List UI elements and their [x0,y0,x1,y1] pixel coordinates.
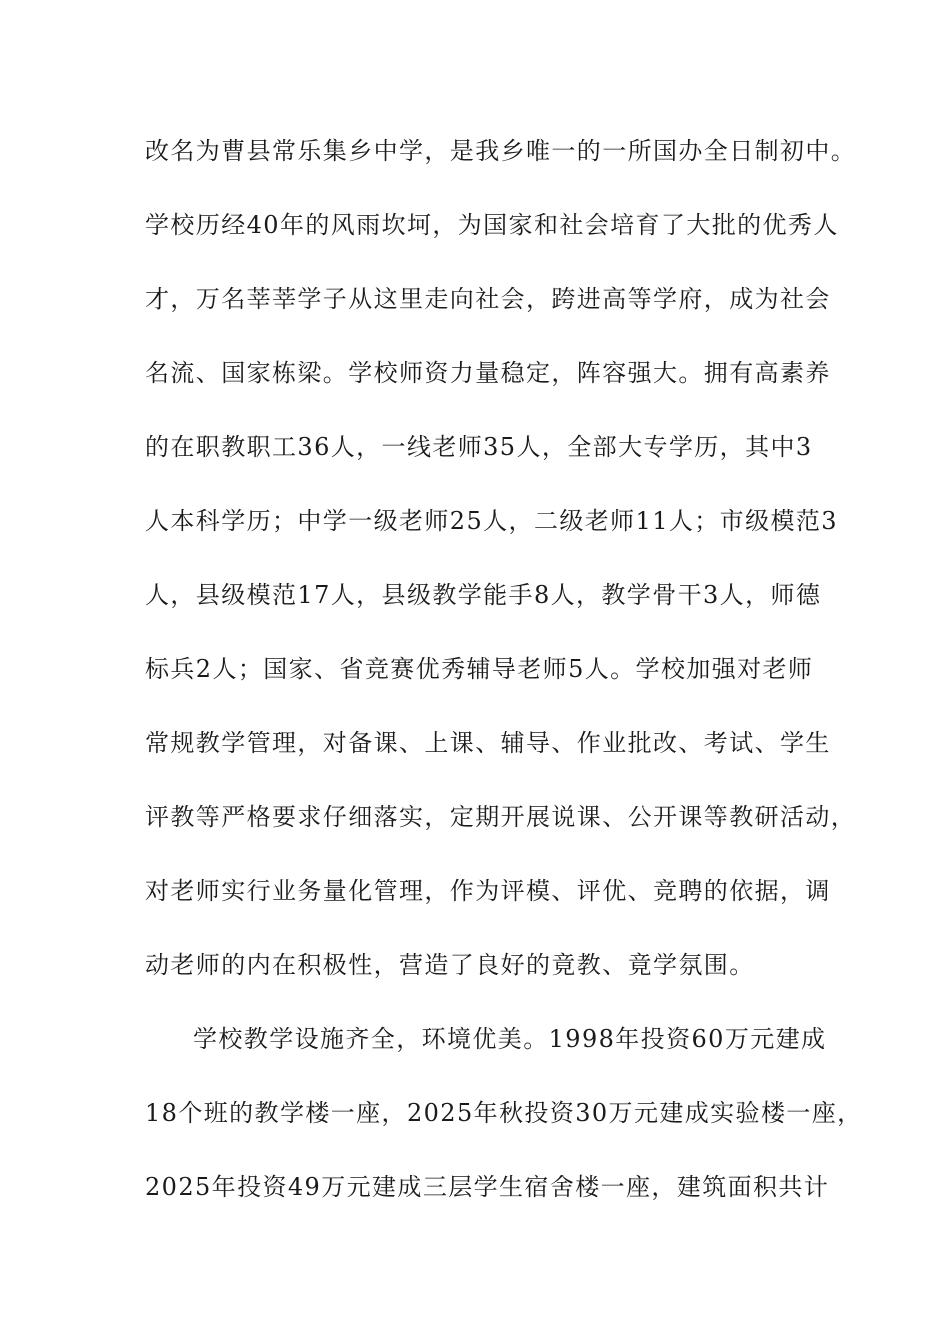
text-line: 名流、国家栋梁。学校师资力量稳定，阵容强大。拥有高素养 [145,359,831,387]
text-line: 学校历经40年的风雨坎坷，为国家和社会培育了大批的优秀人 [145,211,839,239]
text-line: 改名为曹县常乐集乡中学，是我乡唯一的一所国办全日制初中。 [145,137,857,165]
text-line: 对老师实行业务量化管理，作为评模、评优、竞聘的依据，调 [145,877,831,905]
text-line: 评教等严格要求仔细落实，定期开展说课、公开课等教研活动， [145,803,857,831]
text-line: 才，万名莘莘学子从这里走向社会，跨进高等学府，成为社会 [145,285,831,313]
paragraph-start-line: 学校教学设施齐全，环境优美。1998年投资60万元建成 [193,1025,827,1053]
text-line: 2025年投资49万元建成三层学生宿舍楼一座，建筑面积共计 [145,1173,830,1201]
body-text [145,128,863,1238]
text-line: 人本科学历；中学一级老师25人，二级老师11人；市级模范3 [145,507,838,535]
text-line: 动老师的内在积极性，营造了良好的竟教、竟学氛围。 [145,951,755,979]
text-line: 的在职教职工36人，一线老师35人，全部大专学历，其中3 [145,433,813,461]
text-line: 人，县级模范17人，县级教学能手8人，教学骨干3人，师德 [145,581,822,609]
text-line: 常规教学管理，对备课、上课、辅导、作业批改、考试、学生 [145,729,831,757]
text-line: 标兵2人；国家、省竞赛优秀辅导老师5人。学校加强对老师 [145,655,814,683]
text-line: 18个班的教学楼一座，2025年秋投资30万元建成实验楼一座， [145,1099,863,1127]
